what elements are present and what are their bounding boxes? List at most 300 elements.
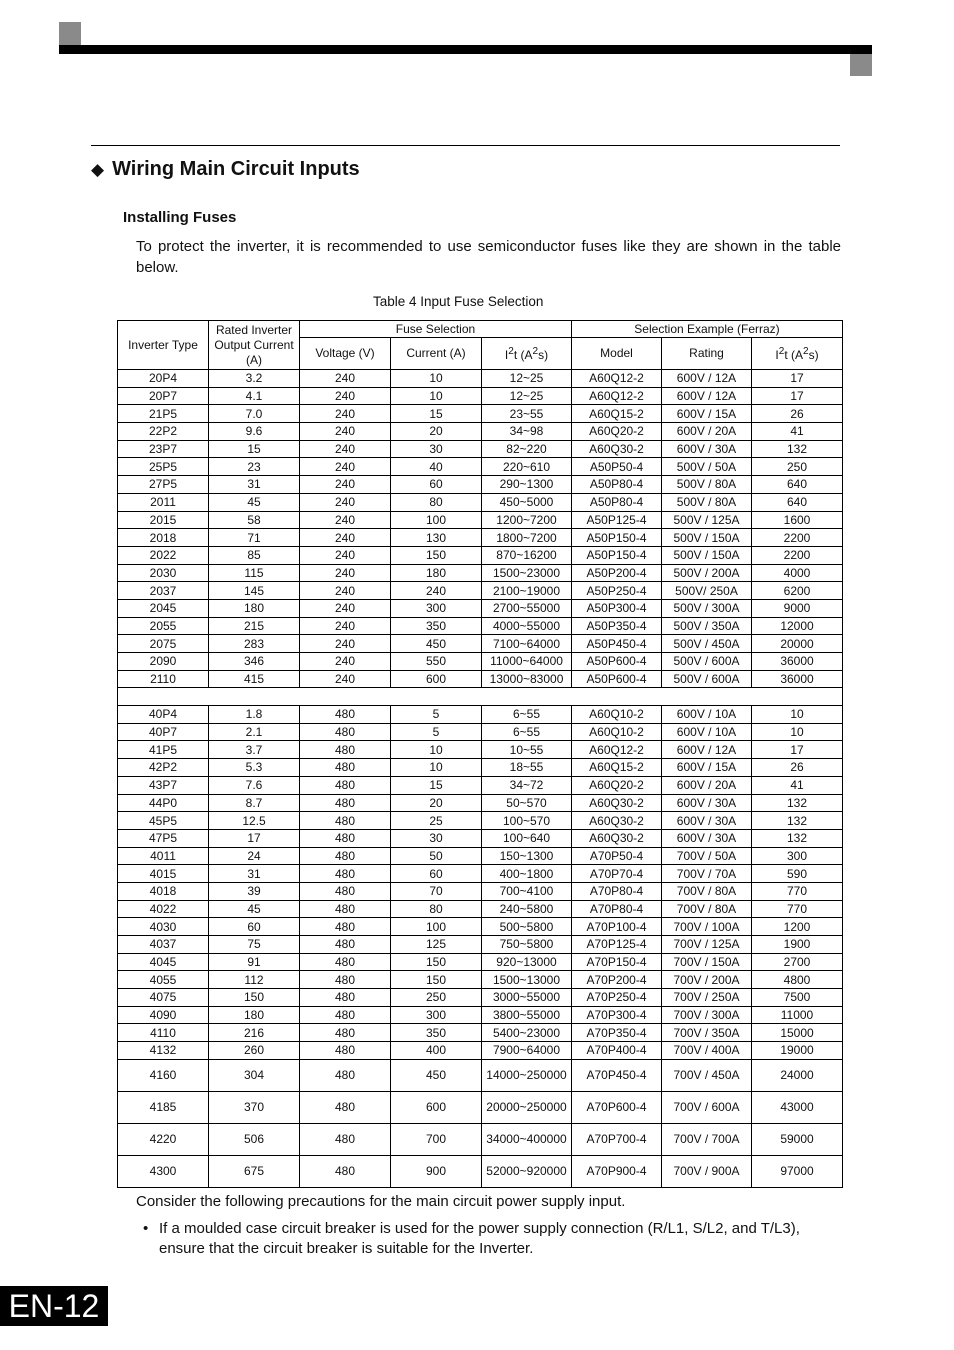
- table-cell: 41P5: [118, 741, 209, 759]
- table-cell: 700V / 150A: [662, 953, 752, 971]
- table-cell: 300: [391, 1006, 482, 1024]
- table-cell: 4015: [118, 865, 209, 883]
- header-rating: Rating: [662, 338, 752, 370]
- table-cell: 5400~23000: [482, 1024, 572, 1042]
- table-cell: 240: [300, 387, 391, 405]
- table-cell: 480: [300, 1006, 391, 1024]
- table-cell: 600V / 15A: [662, 405, 752, 423]
- header-current: Current (A): [391, 338, 482, 370]
- table-cell: 5: [391, 723, 482, 741]
- table-row: [118, 653, 843, 671]
- page-number: EN-12: [0, 1286, 108, 1326]
- table-cell: 2200: [752, 529, 843, 547]
- table-row: [118, 387, 843, 405]
- table-cell: 240: [300, 493, 391, 511]
- table-cell: 1.8: [209, 706, 300, 724]
- table-cell: A70P50-4: [572, 847, 662, 865]
- table-cell: 600V / 10A: [662, 723, 752, 741]
- table-cell: 2200: [752, 546, 843, 564]
- header-inverter-type: Inverter Type: [118, 321, 209, 370]
- table-cell: 240: [300, 476, 391, 494]
- table-cell: A60Q30-2: [572, 812, 662, 830]
- table-cell: 30: [391, 440, 482, 458]
- table-cell: 4011: [118, 847, 209, 865]
- table-cell: 770: [752, 882, 843, 900]
- table-row: [118, 1091, 843, 1123]
- table-cell: 600V / 30A: [662, 440, 752, 458]
- table-cell: 640: [752, 476, 843, 494]
- table-cell: 700: [391, 1123, 482, 1155]
- table-cell: 12~25: [482, 370, 572, 388]
- table-cell: 100: [391, 511, 482, 529]
- header-i2t-fuse: $I^2t$ $(A^2s)$: [482, 338, 572, 370]
- table-cell: A60Q30-2: [572, 794, 662, 812]
- table-cell: 480: [300, 759, 391, 777]
- table-cell: A70P300-4: [572, 1006, 662, 1024]
- table-cell: 700V / 80A: [662, 882, 752, 900]
- table-cell: 47P5: [118, 829, 209, 847]
- table-cell: 480: [300, 723, 391, 741]
- table-row: [118, 440, 843, 458]
- table-cell: 97000: [752, 1155, 843, 1187]
- table-cell: 9.6: [209, 423, 300, 441]
- table-cell: A70P80-4: [572, 900, 662, 918]
- table-cell: 85: [209, 546, 300, 564]
- table-cell: 500V / 450A: [662, 635, 752, 653]
- table-cell: A70P600-4: [572, 1091, 662, 1123]
- table-cell: 550: [391, 653, 482, 671]
- table-cell: 36000: [752, 653, 843, 671]
- table-cell: A50P250-4: [572, 582, 662, 600]
- header-model: Model: [572, 338, 662, 370]
- table-cell: 480: [300, 989, 391, 1007]
- table-cell: A60Q30-2: [572, 440, 662, 458]
- section-title: Wiring Main Circuit Inputs: [112, 158, 360, 180]
- table-cell: 100~570: [482, 812, 572, 830]
- table-cell: A70P125-4: [572, 936, 662, 954]
- table-cell: 2030: [118, 564, 209, 582]
- table-cell: 1900: [752, 936, 843, 954]
- table-cell: 240: [300, 670, 391, 688]
- table-cell: 7900~64000: [482, 1042, 572, 1060]
- table-cell: 180: [209, 1006, 300, 1024]
- table-cell: 590: [752, 865, 843, 883]
- table-cell: A70P900-4: [572, 1155, 662, 1187]
- table-cell: A70P100-4: [572, 918, 662, 936]
- table-cell: 450~5000: [482, 493, 572, 511]
- precautions-intro: Consider the following precautions for the main circuit power supply input.: [136, 1193, 626, 1210]
- table-cell: 10: [391, 370, 482, 388]
- table-row: [118, 405, 843, 423]
- table-cell: 216: [209, 1024, 300, 1042]
- table-cell: 7100~64000: [482, 635, 572, 653]
- table-cell: 480: [300, 794, 391, 812]
- table-cell: 30: [391, 829, 482, 847]
- table-cell: 700~4100: [482, 882, 572, 900]
- table-cell: 480: [300, 971, 391, 989]
- table-cell: 350: [391, 1024, 482, 1042]
- table-cell: 600V / 15A: [662, 759, 752, 777]
- table-cell: 23~55: [482, 405, 572, 423]
- table-cell: 415: [209, 670, 300, 688]
- table-cell: 675: [209, 1155, 300, 1187]
- table-cell: 480: [300, 1091, 391, 1123]
- table-cell: A50P450-4: [572, 635, 662, 653]
- table-cell: 2100~19000: [482, 582, 572, 600]
- table-cell: 240: [300, 440, 391, 458]
- table-cell: 480: [300, 1123, 391, 1155]
- table-cell: 240: [391, 582, 482, 600]
- table-row: [118, 829, 843, 847]
- table-cell: 2110: [118, 670, 209, 688]
- table-cell: 80: [391, 900, 482, 918]
- table-cell: 3000~55000: [482, 989, 572, 1007]
- table-cell: A50P80-4: [572, 493, 662, 511]
- table-cell: 9000: [752, 599, 843, 617]
- table-cell: 130: [391, 529, 482, 547]
- table-cell: 4160: [118, 1059, 209, 1091]
- table-cell: 480: [300, 706, 391, 724]
- table-cell: A60Q20-2: [572, 776, 662, 794]
- table-cell: 4185: [118, 1091, 209, 1123]
- table-cell: 1200~7200: [482, 511, 572, 529]
- table-cell: 7.6: [209, 776, 300, 794]
- table-cell: 2090: [118, 653, 209, 671]
- table-cell: 600: [391, 670, 482, 688]
- table-cell: A70P700-4: [572, 1123, 662, 1155]
- table-cell: 480: [300, 776, 391, 794]
- fuse-table: [117, 320, 843, 1188]
- table-cell: 41: [752, 776, 843, 794]
- table-row: [118, 741, 843, 759]
- table-cell: 500V / 200A: [662, 564, 752, 582]
- table-cell: 480: [300, 829, 391, 847]
- table-cell: 480: [300, 1155, 391, 1187]
- table-cell: 480: [300, 865, 391, 883]
- table-cell: 506: [209, 1123, 300, 1155]
- table-cell: 91: [209, 953, 300, 971]
- table-cell: 20000: [752, 635, 843, 653]
- table-cell: 2045: [118, 599, 209, 617]
- table-cell: 20: [391, 794, 482, 812]
- table-cell: 10: [391, 387, 482, 405]
- table-cell: 36000: [752, 670, 843, 688]
- table-cell: 25: [391, 812, 482, 830]
- table-cell: 24: [209, 847, 300, 865]
- table-row: [118, 617, 843, 635]
- table-cell: 10: [752, 706, 843, 724]
- table-cell: 132: [752, 440, 843, 458]
- table-cell: 150~1300: [482, 847, 572, 865]
- table-cell: 3800~55000: [482, 1006, 572, 1024]
- table-cell: A50P350-4: [572, 617, 662, 635]
- table-cell: 480: [300, 936, 391, 954]
- table-cell: 500V / 600A: [662, 670, 752, 688]
- table-cell: A70P350-4: [572, 1024, 662, 1042]
- table-cell: 500V / 300A: [662, 599, 752, 617]
- table-cell: 1500~23000: [482, 564, 572, 582]
- table-cell: A70P250-4: [572, 989, 662, 1007]
- table-cell: 700V / 100A: [662, 918, 752, 936]
- table-cell: 4055: [118, 971, 209, 989]
- table-row: [118, 918, 843, 936]
- table-cell: 450: [391, 1059, 482, 1091]
- table-cell: 2022: [118, 546, 209, 564]
- table-cell: 150: [391, 971, 482, 989]
- table-cell: 500V/ 250A: [662, 582, 752, 600]
- table-row: [118, 670, 843, 688]
- table-cell: 15: [209, 440, 300, 458]
- table-cell: 600V / 12A: [662, 370, 752, 388]
- table-cell: 870~16200: [482, 546, 572, 564]
- table-cell: 500V / 80A: [662, 493, 752, 511]
- table-cell: 2700: [752, 953, 843, 971]
- table-row: [118, 458, 843, 476]
- table-cell: 59000: [752, 1123, 843, 1155]
- table-cell: 4.1: [209, 387, 300, 405]
- table-cell: 500~5800: [482, 918, 572, 936]
- table-cell: 4300: [118, 1155, 209, 1187]
- table-cell: 400: [391, 1042, 482, 1060]
- table-cell: 31: [209, 476, 300, 494]
- header-voltage: Voltage (V): [300, 338, 391, 370]
- table-cell: 700V / 400A: [662, 1042, 752, 1060]
- table-cell: 4045: [118, 953, 209, 971]
- table-cell: 1600: [752, 511, 843, 529]
- table-cell: 480: [300, 882, 391, 900]
- table-cell: A60Q15-2: [572, 759, 662, 777]
- table-cell: 640: [752, 493, 843, 511]
- table-cell: 7.0: [209, 405, 300, 423]
- table-cell: 40P4: [118, 706, 209, 724]
- table-row: [118, 511, 843, 529]
- table-cell: 3.2: [209, 370, 300, 388]
- table-cell: 10: [752, 723, 843, 741]
- table-cell: 4090: [118, 1006, 209, 1024]
- table-cell: 125: [391, 936, 482, 954]
- table-cell: 2011: [118, 493, 209, 511]
- table-cell: 290~1300: [482, 476, 572, 494]
- table-cell: 10~55: [482, 741, 572, 759]
- table-row: [118, 476, 843, 494]
- table-cell: 50~570: [482, 794, 572, 812]
- table-cell: 17: [209, 829, 300, 847]
- table-row: [118, 794, 843, 812]
- table-cell: A70P200-4: [572, 971, 662, 989]
- table-row: [118, 900, 843, 918]
- table-cell: 100: [391, 918, 482, 936]
- table-cell: 10: [391, 741, 482, 759]
- table-cell: 480: [300, 918, 391, 936]
- table-cell: 4000: [752, 564, 843, 582]
- table-cell: 41: [752, 423, 843, 441]
- table-cell: 2015: [118, 511, 209, 529]
- table-cell: 58: [209, 511, 300, 529]
- table-cell: 500V / 350A: [662, 617, 752, 635]
- table-cell: 2.1: [209, 723, 300, 741]
- table-cell: 600V / 20A: [662, 423, 752, 441]
- table-cell: 80: [391, 493, 482, 511]
- table-cell: 39: [209, 882, 300, 900]
- table-cell: 700V / 80A: [662, 900, 752, 918]
- table-cell: 700V / 50A: [662, 847, 752, 865]
- table-cell: A50P300-4: [572, 599, 662, 617]
- table-cell: 770: [752, 900, 843, 918]
- table-cell: 180: [209, 599, 300, 617]
- table-cell: 370: [209, 1091, 300, 1123]
- table-cell: 4132: [118, 1042, 209, 1060]
- table-cell: 600V / 30A: [662, 829, 752, 847]
- table-cell: 52000~920000: [482, 1155, 572, 1187]
- table-cell: 34~72: [482, 776, 572, 794]
- table-row: [118, 865, 843, 883]
- table-cell: 15: [391, 405, 482, 423]
- table-cell: 4075: [118, 989, 209, 1007]
- table-cell: 11000~64000: [482, 653, 572, 671]
- table-cell: 700V / 300A: [662, 1006, 752, 1024]
- table-cell: 1800~7200: [482, 529, 572, 547]
- table-cell: 500V / 600A: [662, 653, 752, 671]
- table-cell: 150: [391, 953, 482, 971]
- table-cell: 27P5: [118, 476, 209, 494]
- header-selection-example: Selection Example (Ferraz): [572, 321, 843, 338]
- table-cell: A60Q30-2: [572, 829, 662, 847]
- table-cell: 240: [300, 599, 391, 617]
- table-cell: A50P150-4: [572, 529, 662, 547]
- table-cell: 24000: [752, 1059, 843, 1091]
- table-cell: 240~5800: [482, 900, 572, 918]
- table-row: [118, 564, 843, 582]
- table-cell: 700V / 350A: [662, 1024, 752, 1042]
- table-cell: 34000~400000: [482, 1123, 572, 1155]
- table-cell: 132: [752, 829, 843, 847]
- table-cell: 21P5: [118, 405, 209, 423]
- table-cell: 7500: [752, 989, 843, 1007]
- table-cell: 500V / 50A: [662, 458, 752, 476]
- table-row: [118, 723, 843, 741]
- table-row: [118, 1024, 843, 1042]
- table-cell: 180: [391, 564, 482, 582]
- table-cell: 8.7: [209, 794, 300, 812]
- table-cell: 4000~55000: [482, 617, 572, 635]
- table-row: [118, 759, 843, 777]
- table-cell: 10: [391, 759, 482, 777]
- table-row: [118, 706, 843, 724]
- table-cell: A70P400-4: [572, 1042, 662, 1060]
- table-cell: 22P2: [118, 423, 209, 441]
- table-cell: 300: [391, 599, 482, 617]
- table-cell: 400~1800: [482, 865, 572, 883]
- table-cell: 480: [300, 812, 391, 830]
- table-cell: 600V / 10A: [662, 706, 752, 724]
- table-cell: 115: [209, 564, 300, 582]
- table-row: [118, 529, 843, 547]
- table-cell: 2075: [118, 635, 209, 653]
- table-row: [118, 882, 843, 900]
- table-cell: 44P0: [118, 794, 209, 812]
- table-cell: 240: [300, 617, 391, 635]
- table-row: [118, 1006, 843, 1024]
- table-cell: 240: [300, 546, 391, 564]
- table-cell: 700V / 450A: [662, 1059, 752, 1091]
- table-cell: 240: [300, 423, 391, 441]
- table-cell: 750~5800: [482, 936, 572, 954]
- table-cell: A60Q12-2: [572, 387, 662, 405]
- table-cell: 240: [300, 635, 391, 653]
- table-cell: 700V / 900A: [662, 1155, 752, 1187]
- table-cell: 100~640: [482, 829, 572, 847]
- table-cell: 240: [300, 582, 391, 600]
- table-cell: 4030: [118, 918, 209, 936]
- table-cell: 3.7: [209, 741, 300, 759]
- table-cell: 480: [300, 847, 391, 865]
- table-cell: 5: [391, 706, 482, 724]
- table-cell: A50P600-4: [572, 670, 662, 688]
- table-cell: 900: [391, 1155, 482, 1187]
- table-cell: 240: [300, 370, 391, 388]
- table-cell: 145: [209, 582, 300, 600]
- header-i2t-example: $I^2t$ $(A^2s)$: [752, 338, 843, 370]
- table-cell: A70P70-4: [572, 865, 662, 883]
- table-cell: 6~55: [482, 706, 572, 724]
- table-row: [118, 1059, 843, 1091]
- table-cell: 60: [391, 476, 482, 494]
- table-cell: 4110: [118, 1024, 209, 1042]
- table-cell: 23P7: [118, 440, 209, 458]
- table-cell: 250: [391, 989, 482, 1007]
- table-cell: 20000~250000: [482, 1091, 572, 1123]
- table-cell: 920~13000: [482, 953, 572, 971]
- table-row: [118, 599, 843, 617]
- table-cell: 40: [391, 458, 482, 476]
- table-cell: 6200: [752, 582, 843, 600]
- table-cell: 25P5: [118, 458, 209, 476]
- table-row: [118, 936, 843, 954]
- table-cell: 13000~83000: [482, 670, 572, 688]
- table-cell: 26: [752, 759, 843, 777]
- table-cell: 600V / 12A: [662, 741, 752, 759]
- table-cell: 112: [209, 971, 300, 989]
- table-cell: 70: [391, 882, 482, 900]
- table-cell: 26: [752, 405, 843, 423]
- table-cell: 12000: [752, 617, 843, 635]
- table-cell: 43000: [752, 1091, 843, 1123]
- table-cell: 60: [209, 918, 300, 936]
- header-fuse-selection: Fuse Selection: [300, 321, 572, 338]
- table-cell: A70P150-4: [572, 953, 662, 971]
- table-cell: 4037: [118, 936, 209, 954]
- table-cell: 283: [209, 635, 300, 653]
- table-cell: 600: [391, 1091, 482, 1123]
- table-row: [118, 971, 843, 989]
- subheading: Installing Fuses: [123, 209, 237, 226]
- table-cell: 2700~55000: [482, 599, 572, 617]
- table-cell: A60Q12-2: [572, 370, 662, 388]
- table-cell: 60: [391, 865, 482, 883]
- table-cell: 240: [300, 511, 391, 529]
- table-cell: 15: [391, 776, 482, 794]
- table-cell: 700V / 600A: [662, 1091, 752, 1123]
- table-cell: 450: [391, 635, 482, 653]
- table-cell: 5.3: [209, 759, 300, 777]
- table-cell: 480: [300, 900, 391, 918]
- table-cell: A70P450-4: [572, 1059, 662, 1091]
- section-heading: [91, 158, 360, 181]
- table-cell: 600V / 30A: [662, 812, 752, 830]
- table-cell: A50P80-4: [572, 476, 662, 494]
- table-cell: 150: [209, 989, 300, 1007]
- table-row: [118, 1123, 843, 1155]
